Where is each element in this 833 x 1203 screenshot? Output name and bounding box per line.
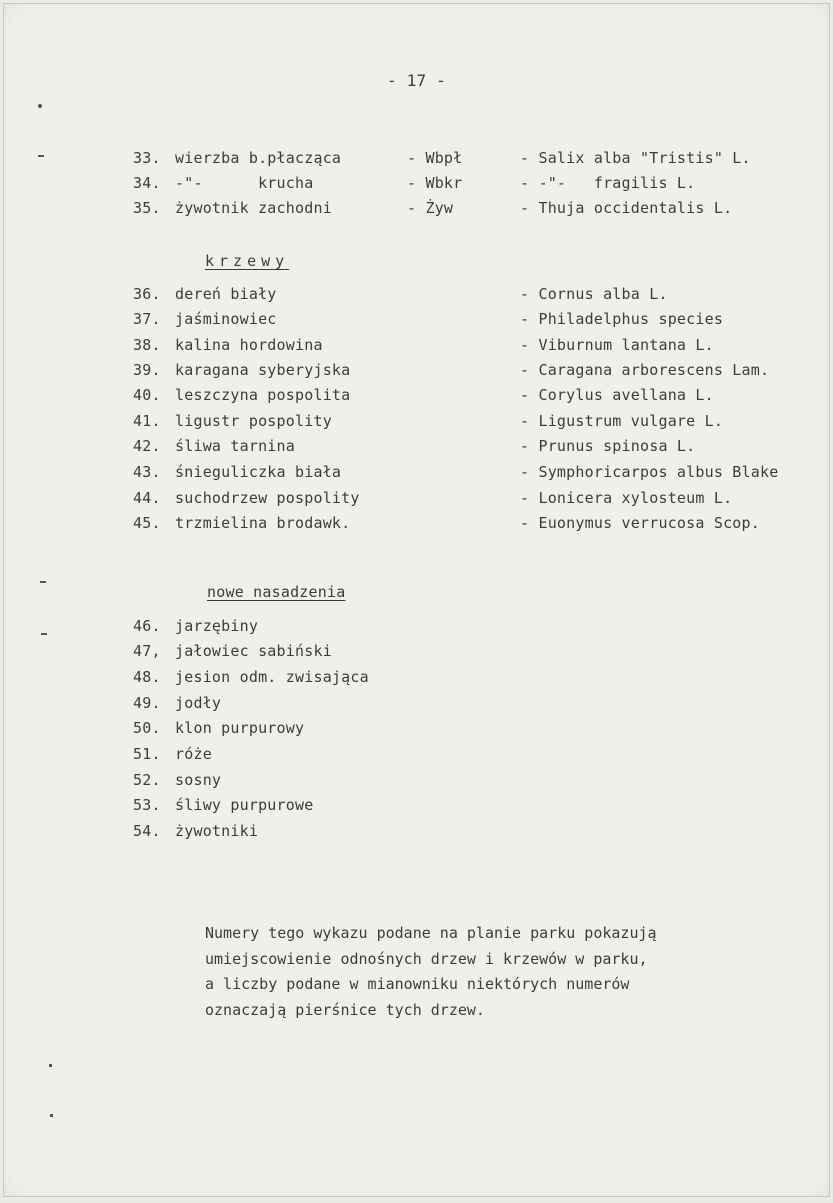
item-number: 37. xyxy=(133,310,161,328)
list-item xyxy=(4,719,829,739)
item-latin-name: - Viburnum lantana L. xyxy=(520,336,714,354)
item-polish-name: ligustr pospolity xyxy=(175,412,332,430)
list-item xyxy=(4,694,829,714)
punch-mark xyxy=(49,1064,52,1067)
list-item xyxy=(4,336,829,356)
item-polish-name: jodły xyxy=(175,694,222,712)
punch-mark xyxy=(41,633,47,635)
item-latin-name: - Salix alba "Tristis" L. xyxy=(520,149,751,167)
item-number: 44. xyxy=(133,489,161,507)
item-polish-name: jesion odm. zwisająca xyxy=(175,668,369,686)
item-polish-name: suchodrzew pospolity xyxy=(175,489,360,507)
section-heading-new-plantings: nowe_nasadzenia xyxy=(207,583,346,601)
item-polish-name: trzmielina brodawk. xyxy=(175,514,351,532)
list-item xyxy=(4,617,829,637)
item-polish-name: żywotnik zachodni xyxy=(175,199,332,217)
item-number: 51. xyxy=(133,745,161,763)
item-number: 35. xyxy=(133,199,161,217)
item-polish-name: karagana syberyjska xyxy=(175,361,351,379)
list-item xyxy=(4,199,829,219)
item-polish-name: dereń biały xyxy=(175,285,277,303)
page-number: - 17 - xyxy=(387,71,446,90)
item-code: - Wbpł xyxy=(407,149,463,167)
item-number: 47, xyxy=(133,642,161,660)
item-number: 38. xyxy=(133,336,161,354)
item-latin-name: - -"- fragilis L. xyxy=(520,174,696,192)
list-item xyxy=(4,745,829,765)
item-polish-name: śliwa tarnina xyxy=(175,437,295,455)
list-item xyxy=(4,149,829,169)
list-item xyxy=(4,285,829,305)
list-item xyxy=(4,463,829,483)
footnote xyxy=(205,921,657,1023)
item-polish-name: -"- krucha xyxy=(175,174,314,192)
punch-mark xyxy=(50,1114,53,1117)
item-number: 53. xyxy=(133,796,161,814)
list-item xyxy=(4,489,829,509)
list-item xyxy=(4,174,829,194)
item-latin-name: - Philadelphus species xyxy=(520,310,724,328)
list-item xyxy=(4,412,829,432)
footnote-line: Numery tego wykazu podane na planie parku pokazują xyxy=(205,924,657,942)
item-latin-name: - Corylus avellana L. xyxy=(520,386,714,404)
list-item xyxy=(4,822,829,842)
item-number: 48. xyxy=(133,668,161,686)
punch-mark xyxy=(40,581,46,583)
footnote-line: oznaczają pierśnice tych drzew. xyxy=(205,1000,485,1019)
item-latin-name: - Cornus alba L. xyxy=(520,285,668,303)
item-polish-name: kalina hordowina xyxy=(175,336,323,354)
item-latin-name: - Euonymus verrucosa Scop. xyxy=(520,514,760,532)
item-number: 52. xyxy=(133,771,161,789)
item-latin-name: - Ligustrum vulgare L. xyxy=(520,412,724,430)
item-number: 45. xyxy=(133,514,161,532)
item-polish-name: jarzębiny xyxy=(175,617,259,635)
list-item xyxy=(4,514,829,534)
item-number: 50. xyxy=(133,719,161,737)
footnote-line: a liczby podane w mianowniku niektórych numerów xyxy=(205,975,630,993)
item-number: 40. xyxy=(133,386,161,404)
item-number: 36. xyxy=(133,285,161,303)
list-item xyxy=(4,437,829,457)
item-polish-name: sosny xyxy=(175,771,222,789)
item-polish-name: jaśminowiec xyxy=(175,310,277,328)
document-page xyxy=(3,3,830,1197)
list-item xyxy=(4,310,829,330)
item-code: - Żyw xyxy=(407,199,454,217)
item-number: 33. xyxy=(133,149,161,167)
list-item xyxy=(4,771,829,791)
item-polish-name: wierzba b.płacząca xyxy=(175,149,342,167)
item-latin-name: - Lonicera xylosteum L. xyxy=(520,489,733,507)
item-number: 42. xyxy=(133,437,161,455)
item-latin-name: - Symphoricarpos albus Blake xyxy=(520,463,779,481)
item-polish-name: śliwy purpurowe xyxy=(175,796,314,814)
item-code: - Wbkr xyxy=(407,174,463,192)
item-number: 43. xyxy=(133,463,161,481)
punch-mark xyxy=(38,155,44,157)
item-number: 41. xyxy=(133,412,161,430)
item-latin-name: - Prunus spinosa L. xyxy=(520,437,696,455)
item-polish-name: żywotniki xyxy=(175,822,259,840)
section-heading-shrubs: krzewy xyxy=(205,252,290,270)
item-number: 34. xyxy=(133,174,161,192)
item-polish-name: śnieguliczka biała xyxy=(175,463,342,481)
item-number: 39. xyxy=(133,361,161,379)
item-number: 49. xyxy=(133,694,161,712)
item-latin-name: - Caragana arborescens Lam. xyxy=(520,361,770,379)
list-item xyxy=(4,361,829,381)
footnote-line: umiejscowienie odnośnych drzew i krzewów w parku, xyxy=(205,949,648,968)
item-number: 54. xyxy=(133,822,161,840)
list-item xyxy=(4,796,829,816)
item-polish-name: róże xyxy=(175,745,212,763)
item-polish-name: leszczyna pospolita xyxy=(175,386,351,404)
item-polish-name: klon purpurowy xyxy=(175,719,305,737)
item-number: 46. xyxy=(133,617,161,635)
list-item xyxy=(4,668,829,688)
punch-mark xyxy=(38,104,42,108)
list-item xyxy=(4,642,829,662)
item-latin-name: - Thuja occidentalis L. xyxy=(520,199,733,217)
list-item xyxy=(4,386,829,406)
item-polish-name: jałowiec sabiński xyxy=(175,642,332,660)
